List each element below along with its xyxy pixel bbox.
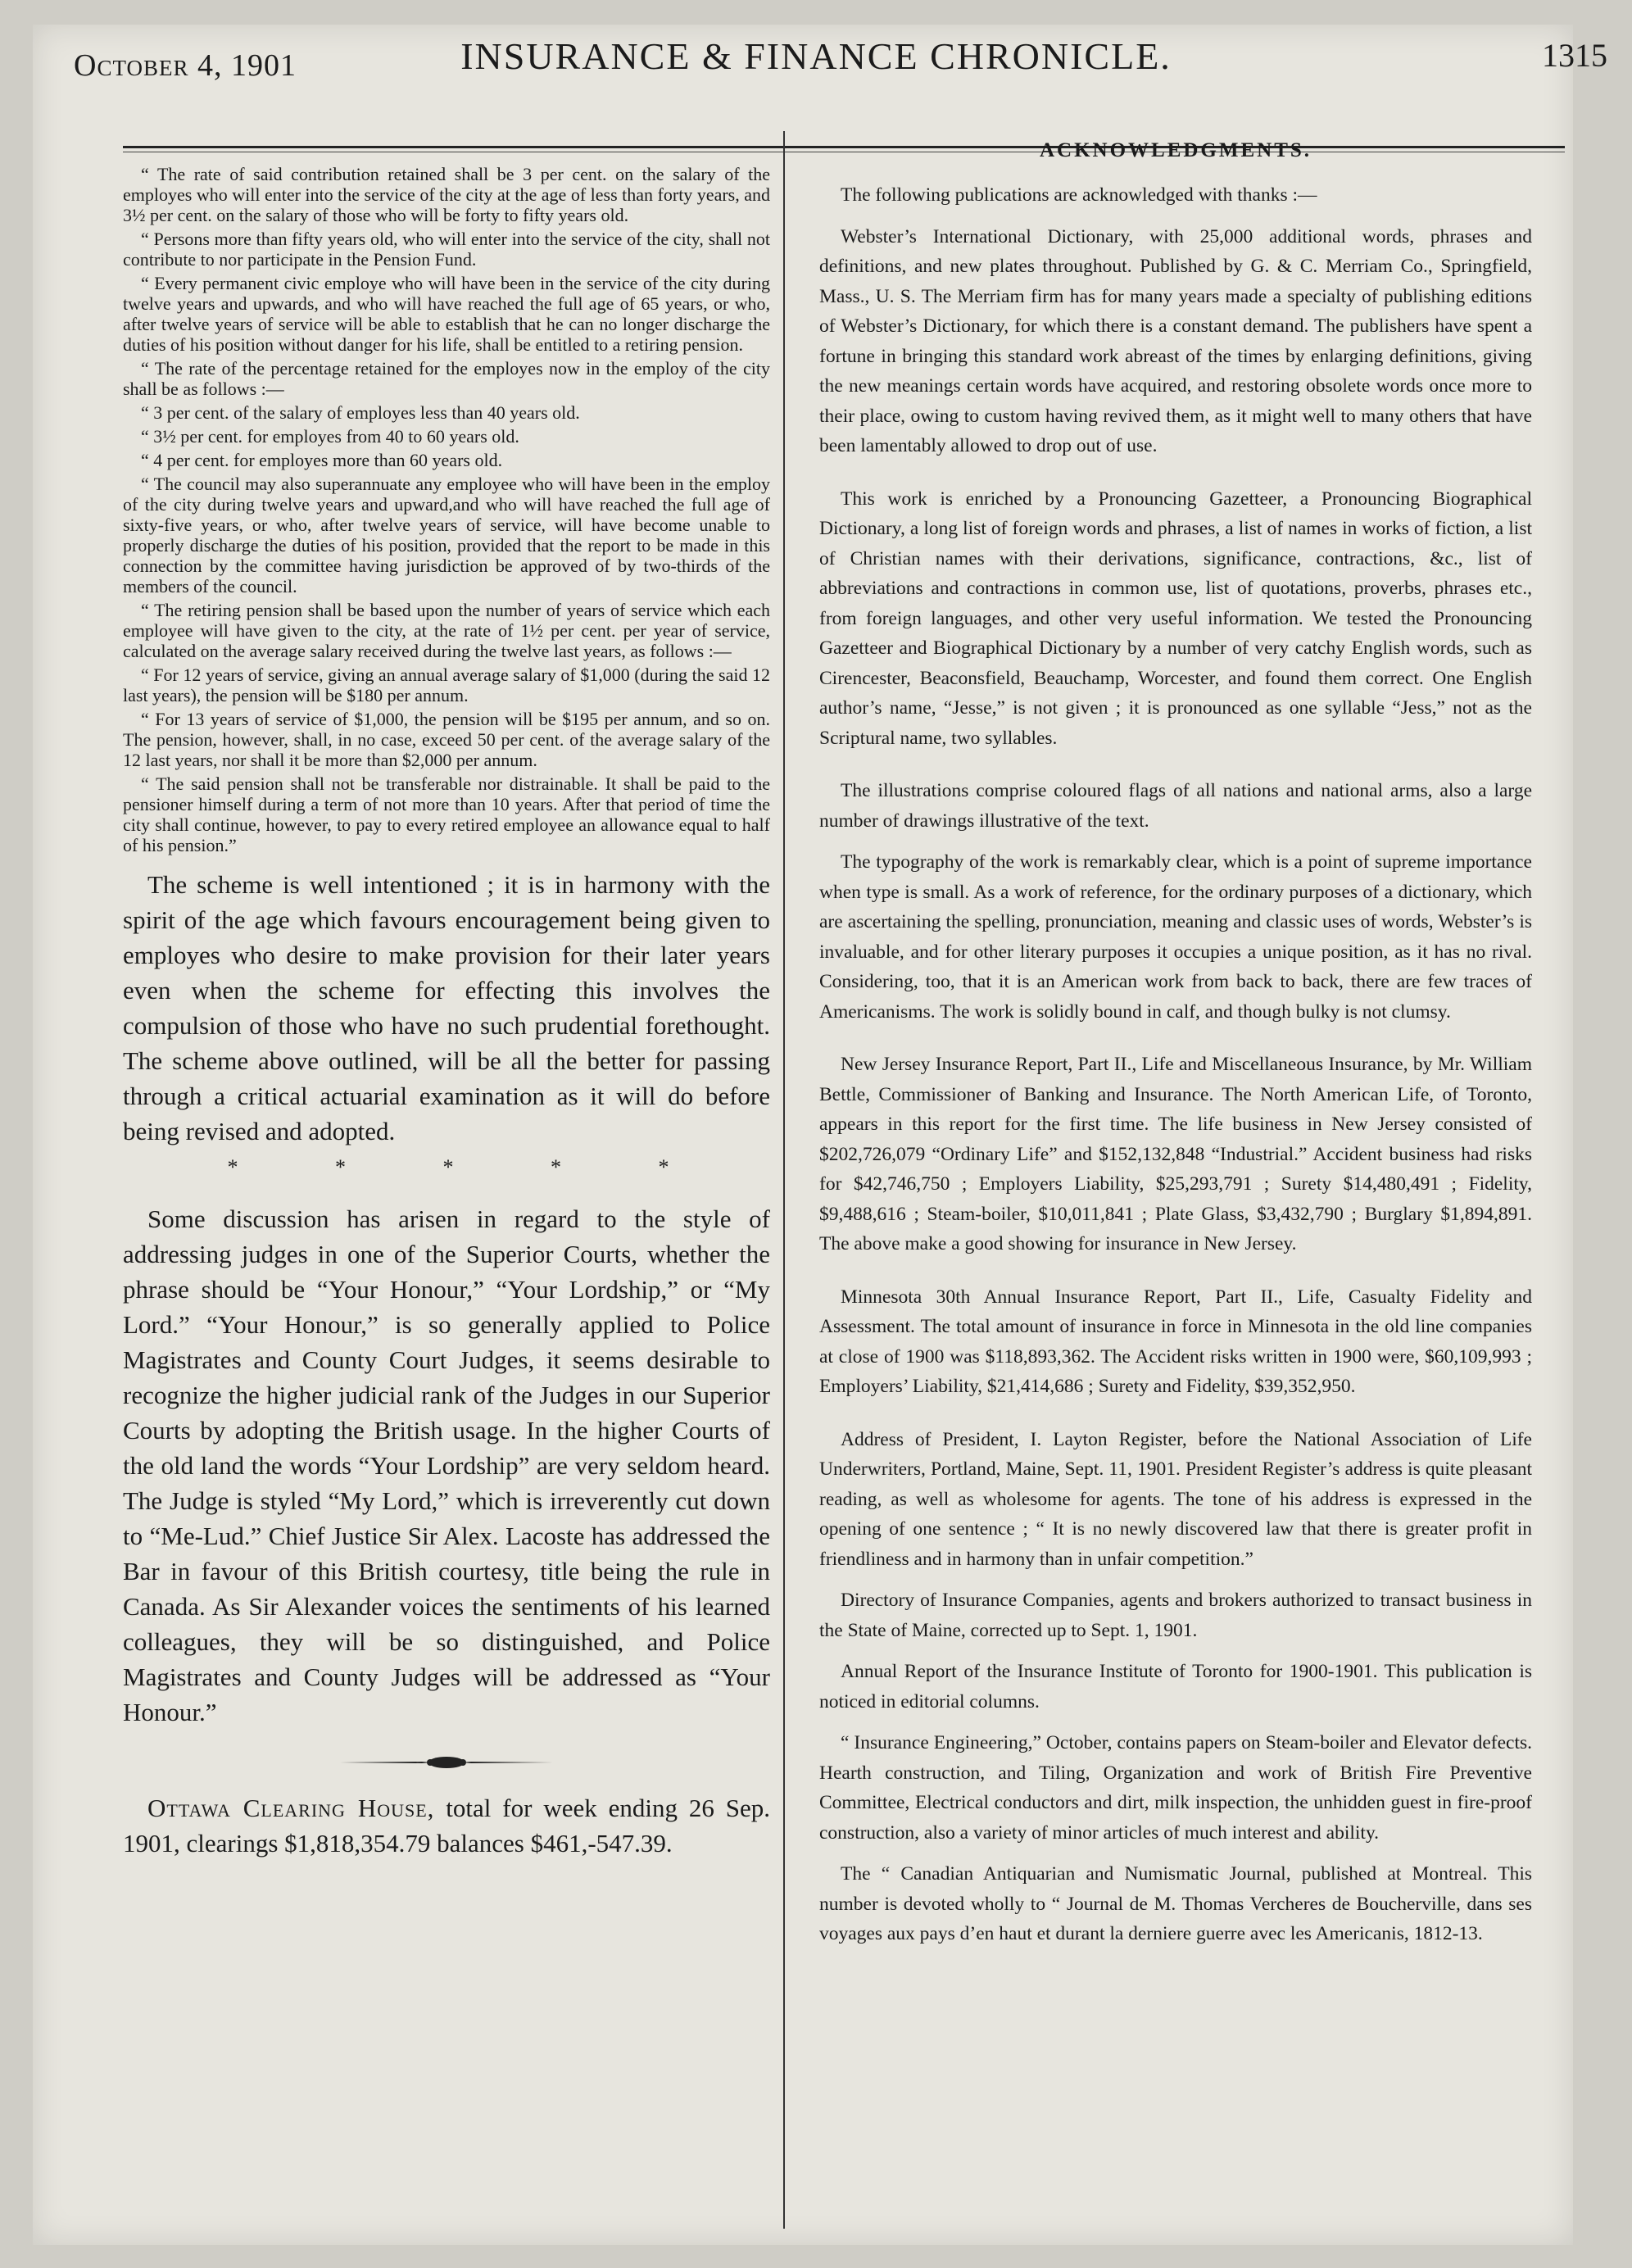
quote-paragraph: “ The said pension shall not be transferable nor distrainable. It shall be paid to the pensioner himself during a term of not more than 10 years. After that period of time the city shall continue, however, to pay to every retired employee an allowance equal to half of his pension.” bbox=[123, 773, 770, 855]
acknowledgment-item: Address of President, I. Layton Register, before the National Association of Life Underwriters, Portland, Maine, Sept. 11, 1901. President Register’s address is quite pleasant reading, as well as wholesome for agents. The tone of his address is expressed in the opening of one sentence ; “ It is no newly discovered law that there is greater profit in friendliness and in harmony than in unfair competition.” bbox=[819, 1428, 1532, 1570]
acknowledgments-heading: ACKNOWLEDGMENTS. bbox=[1039, 139, 1312, 161]
quote-paragraph: “ The rate of said contribution retained shall be 3 per cent. on the salary of the employes who will enter into the service of the city at the age of less than forty years, and 3½ per cent. on the salary of those who will be forty to fifty years old. bbox=[123, 164, 770, 225]
ornament-icon bbox=[340, 1754, 553, 1771]
quote-paragraph: “ Every permanent civic employe who will have been in the service of the city during twelve years and upwards, and who will have reached the full age of 65 years, or who, after twelve years of service will be able to establish that he can no longer discharge the duties of his position without danger for his life, shall be entitled to a retiring pension. bbox=[123, 273, 770, 355]
acknowledgment-item: The illustrations comprise coloured flags of all nations and national arms, also a large number of drawings illustrative of the text. bbox=[819, 780, 1532, 832]
page-number: 1315 bbox=[1542, 37, 1607, 74]
acknowledgment-item: “ Insurance Engineering,” October, contains papers on Steam-boiler and Elevator defects. Hearth construction, and Tiling, Organization and work of British Fire Preventive Committee, Electrical conductors and dirt, milk inspection, the unhidden guest in fire-proof construction, also a variety of minor articles of much interest and ability. bbox=[819, 1732, 1532, 1844]
quote-paragraph: “ For 12 years of service, giving an annual average salary of $1,000 (during the said 12 last years), the pension will be $180 per annum. bbox=[123, 665, 770, 705]
acknowledgment-item: New Jersey Insurance Report, Part II., Life and Miscellaneous Insurance, by Mr. William Bettle, Commissioner of Banking and Insurance. The North American Life, of Toronto, appears in this report for the first time. The life business in New Jersey consisted of $202,726,079 “Ordinary Life” and $152,132,848 “Industrial.” Accident business had risks for $42,746,750 ; Employers Liability, $25,293,791 ; Surety $14,480,491 ; Fidelity, $9,488,616 ; Steam-boiler, $10,011,841 ; Plate Glass, $3,432,790 ; Burglary $1,894,891. The above make a good showing for insurance in New Jersey. bbox=[819, 1054, 1532, 1254]
editorial-paragraph-scheme: The scheme is well intentioned ; it is in harmony with the spirit of the age which favours encouragement being given to employes who desire to make provision for their later years even when the scheme for effecting this involves the compulsion of those who have no such prudential forethought. The scheme above outlined, will be all the better for passing through a critical actuarial examination as it will do before being revised and adopted. bbox=[123, 870, 770, 1145]
acknowledgment-item: Webster’s International Dictionary, with 25,000 additional words, phrases and definitions, and new plates throughout. Published by G. & C. Merriam Co., Springfield, Mass., U. S. The Merriam firm has for many years made a specialty of publishing editions of Webster’s Dictionary, for which there is a constant demand. The publishers have spent a fortune in bringing this standard work abreast of the times by enlarging definitions, giving the new meanings certain words have acquired, and restoring obsolete words once more to their place, owing to custom having revived them, as it might well to many others that have been lamentably allowed to drop out of use. bbox=[819, 225, 1532, 456]
acknowledgment-item: Directory of Insurance Companies, agents and brokers authorized to transact business in the State of Maine, corrected up to Sept. 1, 1901. bbox=[819, 1590, 1532, 1641]
section-separator-stars: * * * * * bbox=[227, 1155, 715, 1179]
quote-paragraph: “ The council may also superannuate any employee who will have been in the employ of the city during twelve years and upward,and who will have reached the full age of sixty-five years, or who, after twelve years of service, will have become unable to properly discharge the duties of his position, provided that the report to be made in this connection by the committee having jurisdiction be approved of by two-thirds of the members of the council. bbox=[123, 474, 770, 596]
quote-paragraph: “ Persons more than fifty years old, who will enter into the service of the city, shall not contribute to nor participate in the Pension Fund. bbox=[123, 229, 770, 270]
publication-title: INSURANCE & FINANCE CHRONICLE. bbox=[460, 35, 1172, 77]
acknowledgment-item: Annual Report of the Insurance Institute of Toronto for 1900-1901. This publication is noticed in editorial columns. bbox=[819, 1661, 1532, 1712]
quote-paragraph: “ 3 per cent. of the salary of employes less than 40 years old. bbox=[141, 402, 580, 423]
quote-paragraph: “ 4 per cent. for employes more than 60 years old. bbox=[141, 450, 503, 470]
editorial-paragraph-judges: Some discussion has arisen in regard to the style of addressing judges in one of the Superior Courts, whether the phrase should be “Your Honour,” “Your Lordship,” or “My Lord.” “Your Honour,” is so generally applied to Police Magistrates and County Court Judges, it seems desirable to recognize the higher judicial rank of the Judges in our Superior Courts by adopting the British usage. In the higher Courts of the old land the words “Your Lordship” are very seldom heard. The Judge is styled “My Lord,” which is irreverently cut down to “Me-Lud.” Chief Justice Sir Alex. Lacoste has addressed the Bar in favour of this British courtesy, title being the rule in Canada. As Sir Alexander voices the sentiments of his learned colleagues, they will be so distinguished, and Police Magistrates and County Judges will be addressed as “Your Honour.” bbox=[123, 1204, 770, 1726]
quote-paragraph: “ The rate of the percentage retained for the employes now in the employ of the city shall be as follows :— bbox=[123, 358, 770, 399]
right-column bbox=[819, 139, 1532, 1961]
ottawa-clearing-house-notice bbox=[123, 1790, 770, 1861]
ottawa-rest: total for week ending 26 Sep. 1901, clearings $1,818,354.79 balances $461,-547.39. bbox=[123, 1794, 770, 1857]
ottawa-lead: Ottawa Clearing House, bbox=[147, 1794, 435, 1822]
pension-bylaw-quote bbox=[123, 164, 770, 855]
acknowledgment-item: Minnesota 30th Annual Insurance Report, Part II., Life, Casualty Fidelity and Assessment. The total amount of insurance in force in Minnesota in the old line companies at close of 1900 was $118,893,362. The Accident risks written in 1900 were, $60,109,993 ; Employers’ Liability, $21,414,686 ; Surety and Fidelity, $39,352,950. bbox=[819, 1286, 1532, 1397]
left-column bbox=[123, 164, 770, 1886]
acknowledgment-item: The “ Canadian Antiquarian and Numismatic Journal, published at Montreal. This number is devoted wholly to “ Journal de M. Thomas Vercheres de Boucherville, dans ses voyages aux pays d’en haut et durant la derniere guerre avec les Americanis, 1812-13. bbox=[819, 1863, 1532, 1944]
acknowledgment-item: The typography of the work is remarkably clear, which is a point of supreme importance when type is small. As a work of reference, for the ordinary purposes of a dictionary, which are ascertaining the spelling, pronunciation, meaning and classic uses of words, Webster’s is invaluable, and for other literary purposes it occupies a unique position, as it has no rival. Considering, too, that it is an American work from back to back, there are few traces of Americanisms. The work is solidly bound in calf, and though bulky is not clumsy. bbox=[819, 851, 1532, 1023]
quote-paragraph: “ 3½ per cent. for employes from 40 to 60 years old. bbox=[141, 426, 519, 447]
column-divider bbox=[783, 131, 785, 2229]
acknowledgment-item: This work is enriched by a Pronouncing Gazetteer, a Pronouncing Biographical Dictionary, a long list of foreign words and phrases, a list of names in works of fiction, a list of Christian names with their derivations, significance, contractions, &c., list of abbreviations and contractions in common use, list of quotations, proverbs, phrases etc., from foreign languages, and other very useful information. We tested the Pronouncing Gazetteer and Biographical Dictionary by a number of very catchy English words, such as Cirencester, Beaconsfield, Beauchamp, Worcester, and found them correct. One English author’s name, “Jesse,” is not given ; it is pronounced as one syllable “Jess,” not as the Scriptural name, two syllables. bbox=[819, 488, 1532, 749]
issue-date: October 4, 1901 bbox=[74, 48, 297, 83]
editorial-text bbox=[123, 867, 770, 1730]
ornamental-rule bbox=[123, 1754, 770, 1771]
quote-paragraph: “ The retiring pension shall be based upon the number of years of service which each employee will have given to the city, at the rate of 1½ per cent. per year of service, calculated on the average salary received during the twelve last years, as follows :— bbox=[123, 600, 770, 661]
acknowledgment-intro: The following publications are acknowledged with thanks :— bbox=[841, 184, 1317, 206]
quote-paragraph: “ For 13 years of service of $1,000, the pension will be $195 per annum, and so on. The pension, however, shall, in no case, exceed 50 per cent. of the average salary of the 12 last years, nor shall it be more than $2,000 per annum. bbox=[123, 709, 770, 770]
